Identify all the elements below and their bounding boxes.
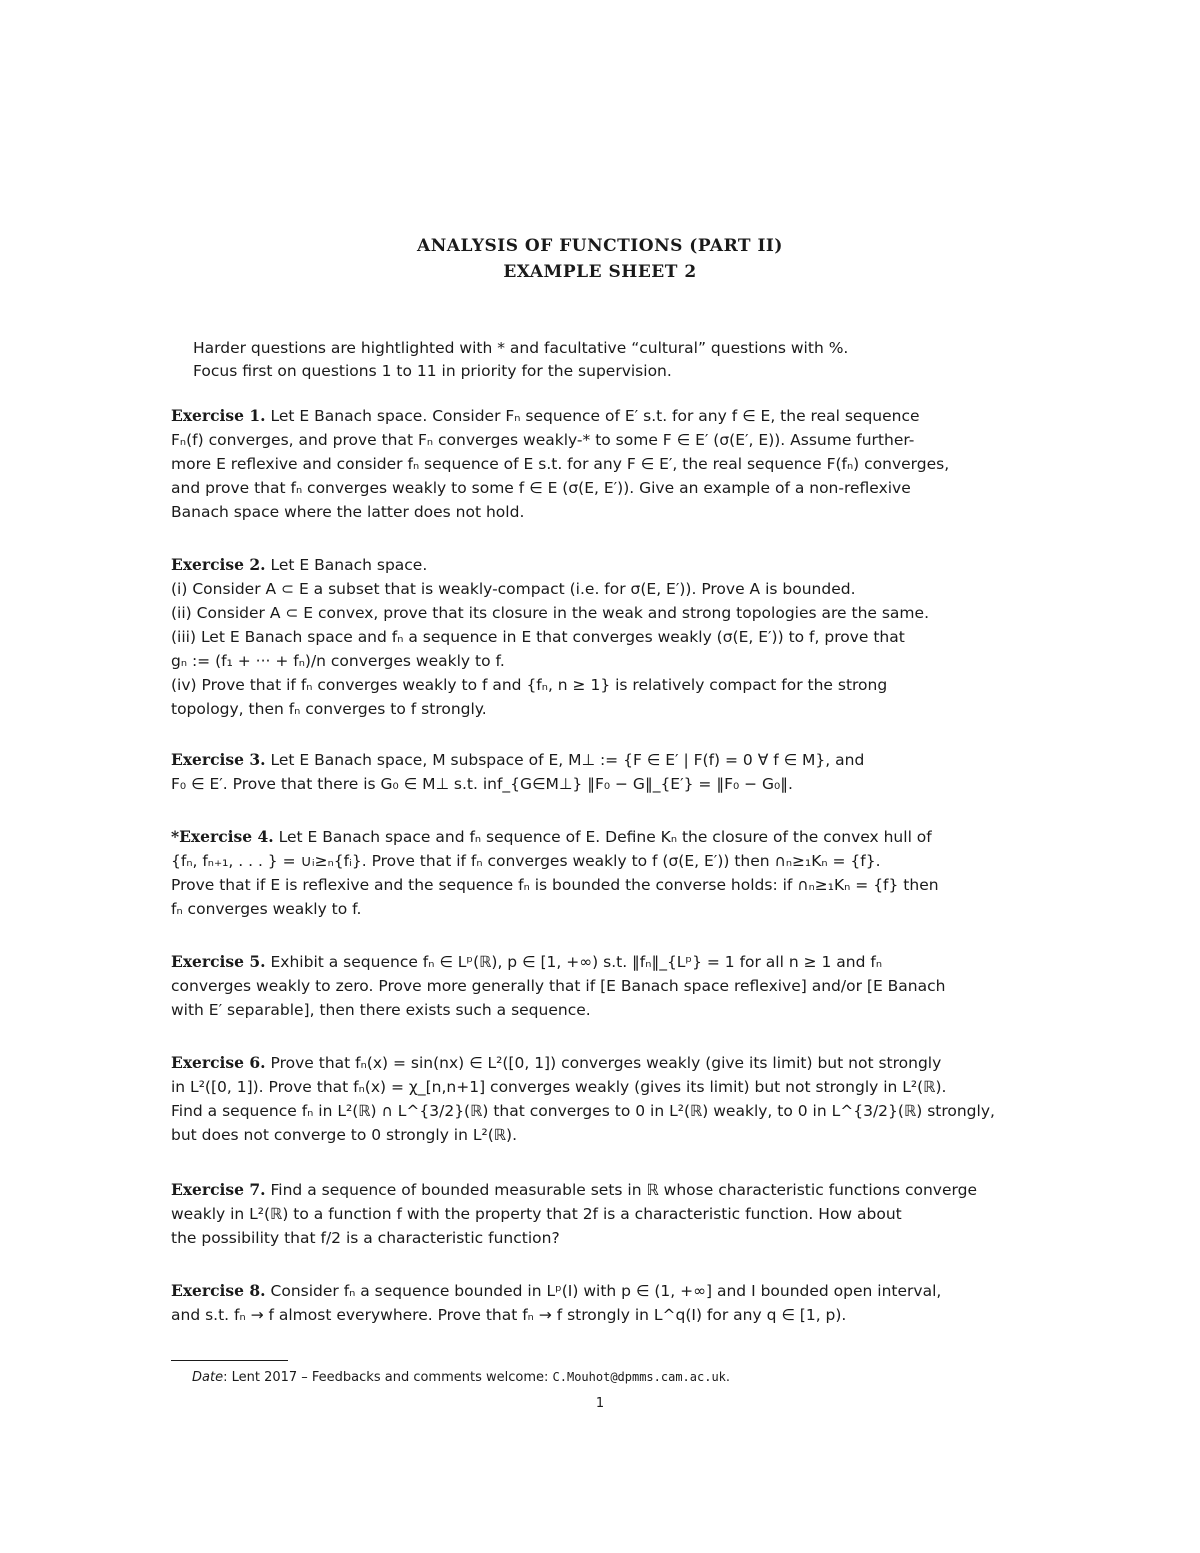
footnote-date-label: Date bbox=[192, 1370, 224, 1385]
intro-paragraph bbox=[193, 337, 1033, 383]
exercise-text: Find a sequence fₙ in L²(ℝ) ∩ L^{3/2}(ℝ) that converges to 0 in L²(ℝ) weakly, to 0 in L^{3/2}(ℝ) strongly, bbox=[171, 1102, 995, 1120]
exercise-text: Let E Banach space. bbox=[270, 556, 428, 574]
footnote bbox=[192, 1370, 730, 1385]
exercise-8 bbox=[171, 1279, 1033, 1327]
exercise-text: topology, then fₙ converges to f strongly. bbox=[171, 700, 487, 718]
exercise-2 bbox=[171, 553, 1033, 721]
exercise-text: and prove that fₙ converges weakly to some f ∈ E (σ(E, E′)). Give an example of a non-reflexive bbox=[171, 479, 911, 497]
exercise-text: weakly in L²(ℝ) to a function f with the property that 2f is a characteristic function. How about bbox=[171, 1205, 902, 1223]
exercise-text: (ii) Consider A ⊂ E convex, prove that its closure in the weak and strong topologies are the same. bbox=[171, 604, 929, 622]
exercise-text: the possibility that f/2 is a characteristic function? bbox=[171, 1229, 560, 1247]
exercise-text: but does not converge to 0 strongly in L²(ℝ). bbox=[171, 1126, 517, 1144]
exercise-text: and s.t. fₙ → f almost everywhere. Prove that fₙ → f strongly in L^q(I) for any q ∈ [1, p). bbox=[171, 1306, 847, 1324]
footnote-rule bbox=[171, 1360, 288, 1361]
page-number: 1 bbox=[595, 1396, 605, 1411]
exercise-text: Banach space where the latter does not hold. bbox=[171, 503, 525, 521]
exercise-6 bbox=[171, 1051, 1033, 1147]
footnote-email-link[interactable]: C.Mouhot@dpmms.cam.ac.uk bbox=[552, 1370, 726, 1384]
footnote-end: . bbox=[725, 1370, 731, 1385]
footnote-text: : Lent 2017 – Feedbacks and comments welcome: bbox=[223, 1370, 553, 1385]
intro-line-2: Focus first on questions 1 to 11 in priority for the supervision. bbox=[193, 362, 672, 380]
exercise-label: Exercise 3. bbox=[171, 750, 266, 769]
exercise-label: Exercise 7. bbox=[171, 1180, 266, 1199]
exercise-text: (i) Consider A ⊂ E a subset that is weakly-compact (i.e. for σ(E, E′)). Prove A is bounded. bbox=[171, 580, 856, 598]
exercise-text: fₙ converges weakly to f. bbox=[171, 900, 362, 918]
exercise-text: {fₙ, fₙ₊₁, . . . } = ∪ᵢ≥ₙ{fᵢ}. Prove that if fₙ converges weakly to f (σ(E, E′)) then ∩ₙ≥₁Kₙ = {f}. bbox=[171, 852, 881, 870]
exercise-text: converges weakly to zero. Prove more generally that if [E Banach space reflexive] and/or [E Banach bbox=[171, 977, 946, 995]
exercise-text: Let E Banach space. Consider Fₙ sequence of E′ s.t. for any f ∈ E, the real sequence bbox=[270, 407, 920, 425]
exercise-text: Consider fₙ a sequence bounded in Lᵖ(I) with p ∈ (1, +∞] and I bounded open interval, bbox=[270, 1282, 942, 1300]
exercise-text: Let E Banach space, M subspace of E, M⊥ := {F ∈ E′ | F(f) = 0 ∀ f ∈ M}, and bbox=[270, 751, 865, 769]
exercise-text: (iii) Let E Banach space and fₙ a sequence in E that converges weakly (σ(E, E′)) to f, prove that bbox=[171, 628, 905, 646]
exercise-text: (iv) Prove that if fₙ converges weakly to f and {fₙ, n ≥ 1} is relatively compact for the strong bbox=[171, 676, 888, 694]
exercise-label: Exercise 6. bbox=[171, 1053, 266, 1072]
exercise-4 bbox=[171, 825, 1033, 921]
exercise-text: Find a sequence of bounded measurable sets in ℝ whose characteristic functions converge bbox=[270, 1181, 977, 1199]
exercise-5 bbox=[171, 950, 1033, 1022]
exercise-text: in L²([0, 1]). Prove that fₙ(x) = χ_[n,n+1] converges weakly (gives its limit) but not strongly in L²(ℝ). bbox=[171, 1078, 947, 1096]
exercise-label: Exercise 8. bbox=[171, 1281, 266, 1300]
exercise-text: Exhibit a sequence fₙ ∈ Lᵖ(ℝ), p ∈ [1, +∞) s.t. ‖fₙ‖_{Lᵖ} = 1 for all n ≥ 1 and fₙ bbox=[270, 953, 883, 971]
exercise-text: Prove that if E is reflexive and the sequence fₙ is bounded the converse holds: if ∩ₙ≥₁Kₙ = {f} then bbox=[171, 876, 939, 894]
exercise-text: Let E Banach space and fₙ sequence of E. Define Kₙ the closure of the convex hull of bbox=[278, 828, 932, 846]
exercise-text: gₙ := (f₁ + ··· + fₙ)/n converges weakly to f. bbox=[171, 652, 505, 670]
exercise-label: Exercise 1. bbox=[171, 406, 266, 425]
exercise-3 bbox=[171, 748, 1033, 796]
exercise-text: Fₙ(f) converges, and prove that Fₙ converges weakly-* to some F ∈ E′ (σ(E′, E)). Assume further- bbox=[171, 431, 915, 449]
exercise-label: Exercise 2. bbox=[171, 555, 266, 574]
exercise-1 bbox=[171, 404, 1033, 524]
exercise-text: with E′ separable], then there exists such a sequence. bbox=[171, 1001, 591, 1019]
exercise-label: Exercise 5. bbox=[171, 952, 266, 971]
intro-line-1: Harder questions are hightlighted with * and facultative “cultural” questions with %. bbox=[193, 339, 849, 357]
page-title: ANALYSIS OF FUNCTIONS (PART II) bbox=[417, 236, 783, 256]
exercise-label: *Exercise 4. bbox=[171, 827, 274, 846]
exercise-text: F₀ ∈ E′. Prove that there is G₀ ∈ M⊥ s.t. inf_{G∈M⊥} ‖F₀ − G‖_{E′} = ‖F₀ − G₀‖. bbox=[171, 775, 793, 793]
exercise-text: Prove that fₙ(x) = sin(nx) ∈ L²([0, 1]) converges weakly (give its limit) but not strongly bbox=[270, 1054, 942, 1072]
exercise-7 bbox=[171, 1178, 1033, 1250]
page-subtitle: EXAMPLE SHEET 2 bbox=[503, 262, 697, 282]
exercise-text: more E reflexive and consider fₙ sequence of E s.t. for any F ∈ E′, the real sequence F(fₙ) converges, bbox=[171, 455, 950, 473]
